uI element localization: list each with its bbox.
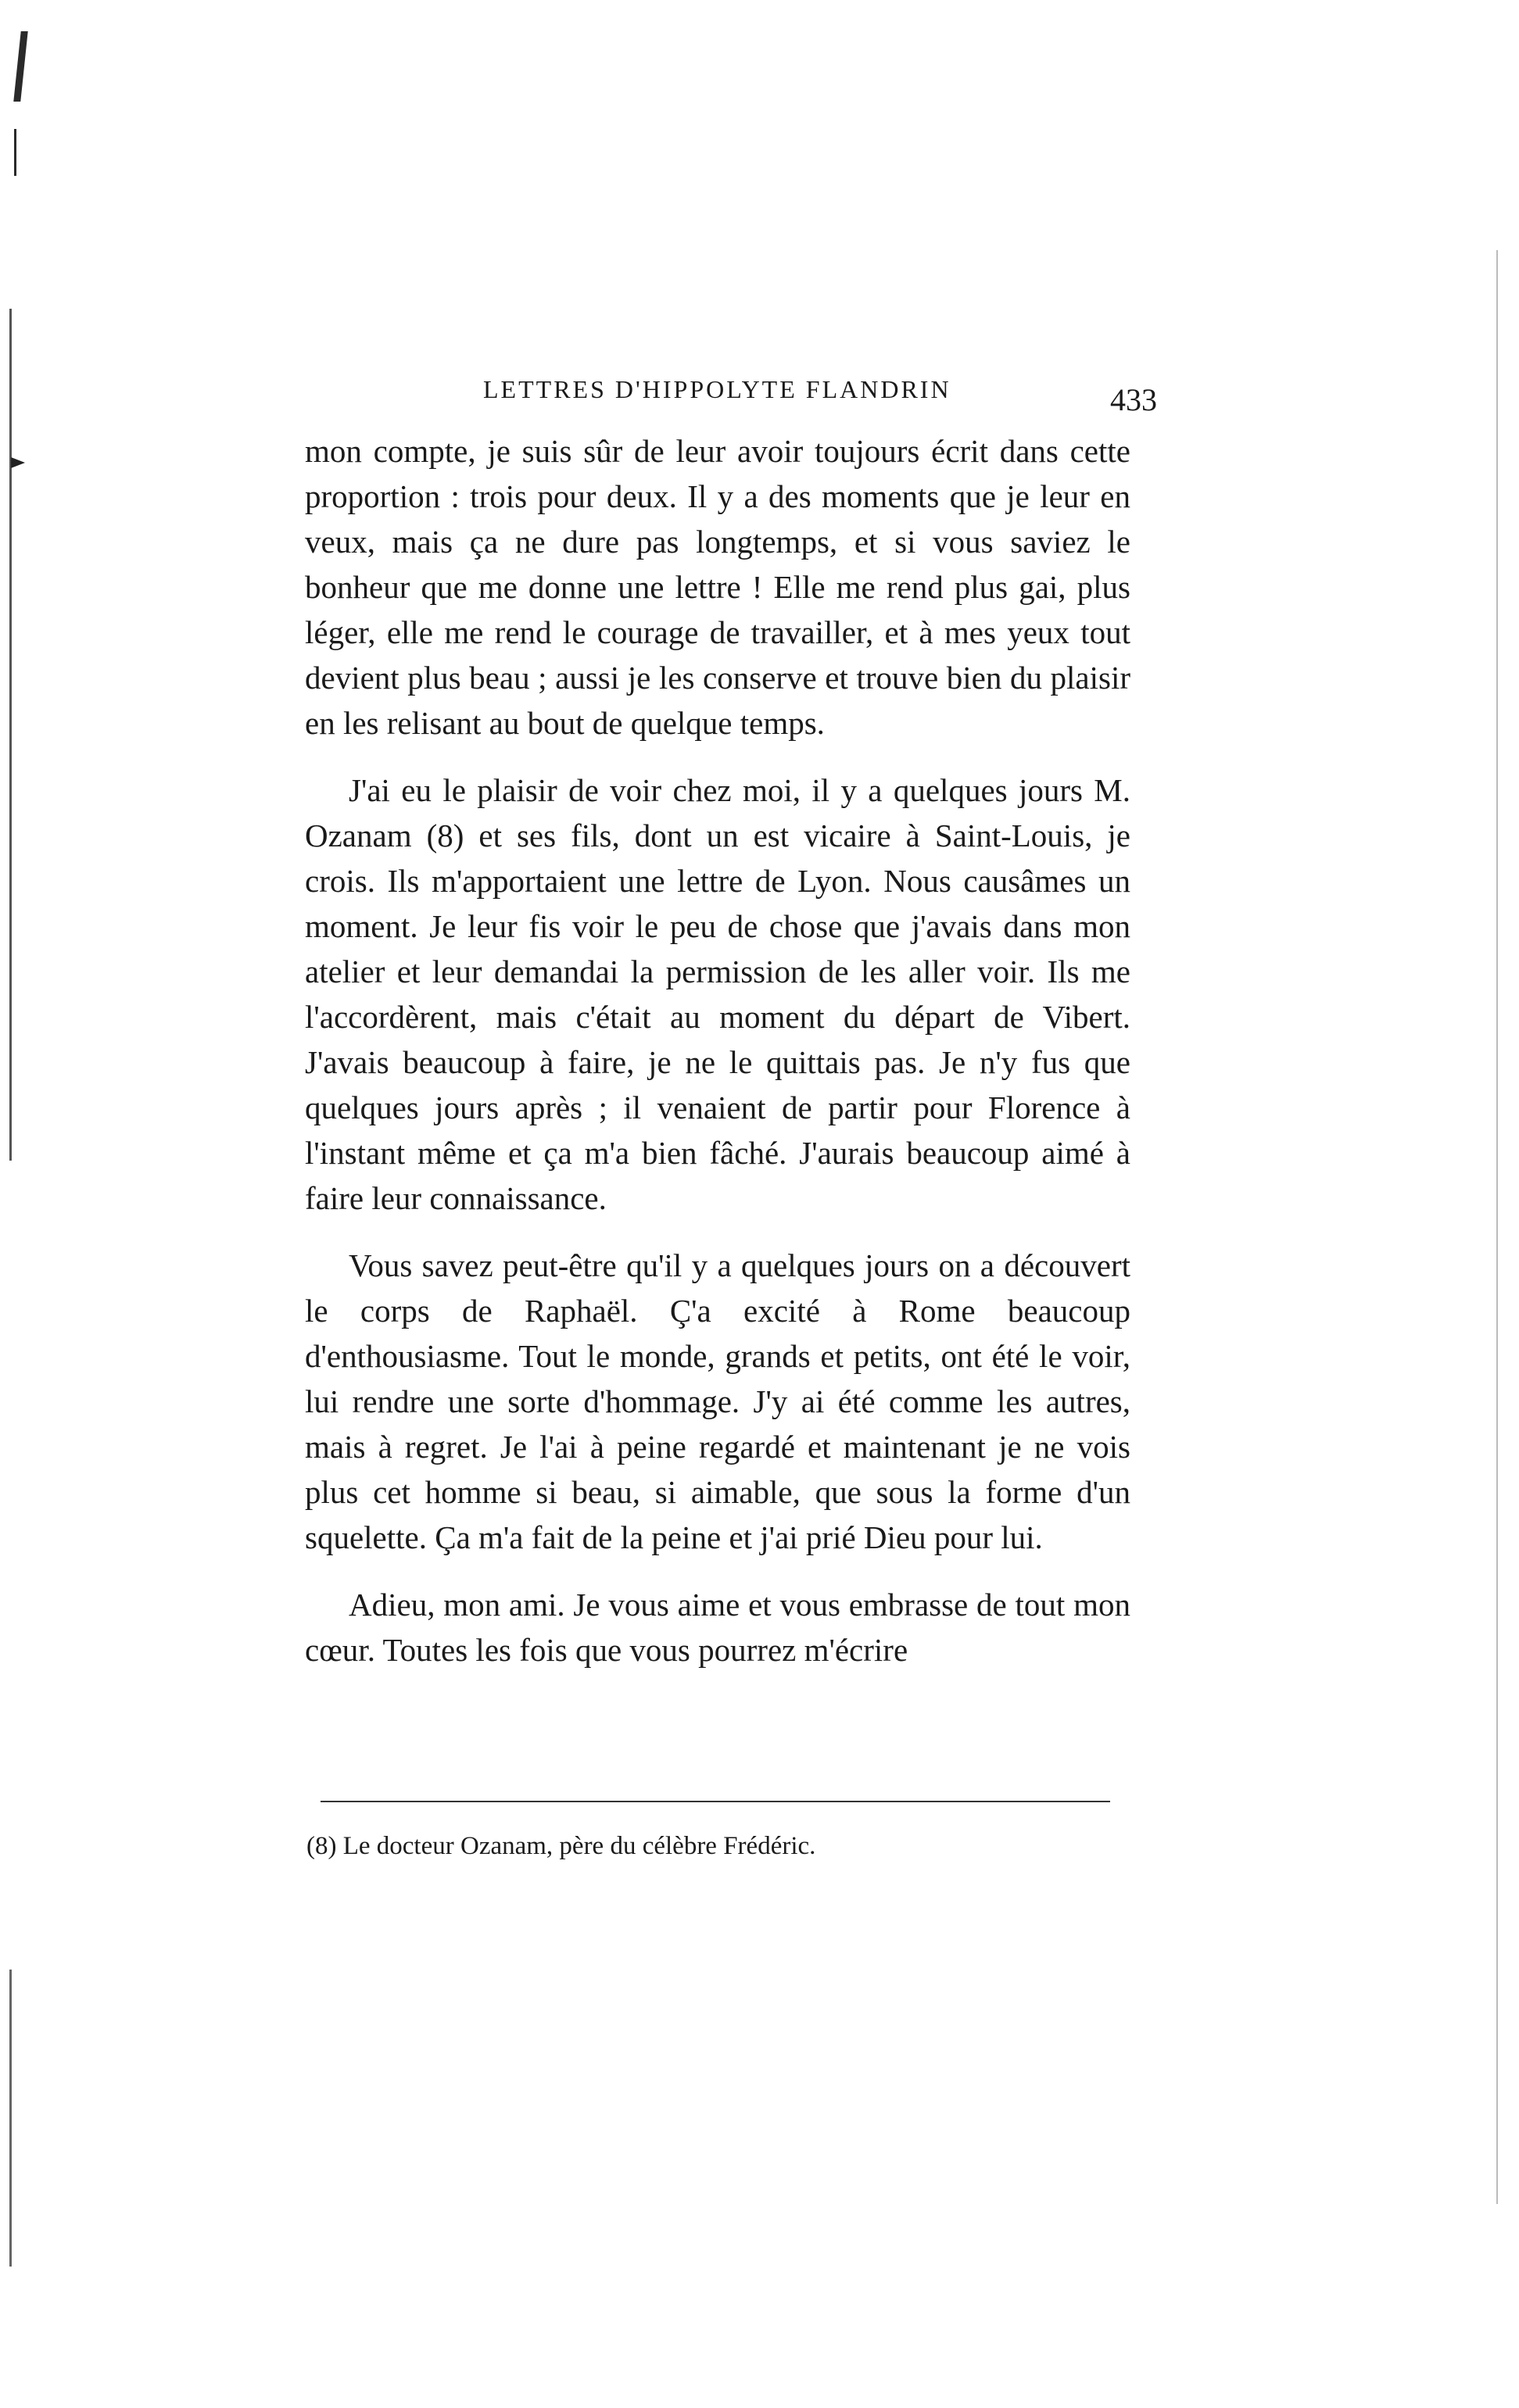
paragraph: Vous savez peut-être qu'il y a quelques jours on a découvert le corps de Raphaël. Ç'a excité à Rome beaucoup d'enthousiasme. Tout le monde, grands et petits, ont été le voir, lui rendre une sorte d'hommage. J'y ai été comme les autres, mais à regret. Je l'ai à peine regardé et maintenant je ne vois plus cet homme si beau, si aimable, que sous la forme d'un squelette. Ça m'a fait de la peine et j'ai prié Dieu pour lui. [305,1247,1130,1555]
page-number: 433 [1110,382,1157,417]
footnote-divider [321,1801,1110,1802]
scan-edge-mark [11,457,25,468]
scan-edge-mark [9,309,12,1161]
paragraph: Adieu, mon ami. Je vous aime et vous embrasse de tout mon cœur. Toutes les fois que vous pourrez m'écrire [305,1587,1130,1668]
scan-edge-mark [14,129,16,176]
body-text [305,428,1130,1694]
scan-edge-mark [13,31,27,102]
paragraph: J'ai eu le plaisir de voir chez moi, il y a quelques jours M. Ozanam (8) et ses fils, dont un est vicaire à Saint-Louis, je crois. Ils m'apportaient une lettre de Lyon. Nous causâmes un moment. Je leur fis voir le peu de chose que j'avais dans mon atelier et leur demandai la permission de les aller voir. Ils me l'accordèrent, mais c'était au moment du départ de Vibert. J'avais beaucoup à faire, je ne le quittais pas. Je n'y fus que quelques jours après ; il venaient de partir pour Florence à l'instant même et ça m'a bien fâché. J'aurais beaucoup aimé à faire leur connaissance. [305,772,1130,1216]
footnote: (8) Le docteur Ozanam, père du célèbre Frédéric. [306,1832,816,1860]
scan-edge-mark [1496,250,1498,2204]
scan-edge-mark [9,1970,12,2267]
running-header-title: LETTRES D'HIPPOLYTE FLANDRIN [483,375,951,403]
running-header [305,367,1157,422]
paragraph: mon compte, je suis sûr de leur avoir toujours écrit dans cette proportion : trois pour deux. Il y a des moments que je leur en veux, mais ça ne dure pas longtemps, et si vous saviez le bonheur que me donne une lettre ! Elle me rend plus gai, plus léger, elle me rend le courage de travailler, et à mes yeux tout devient plus beau ; aussi je les conserve et trouve bien du plaisir en les relisant au bout de quelque temps. [305,433,1130,741]
